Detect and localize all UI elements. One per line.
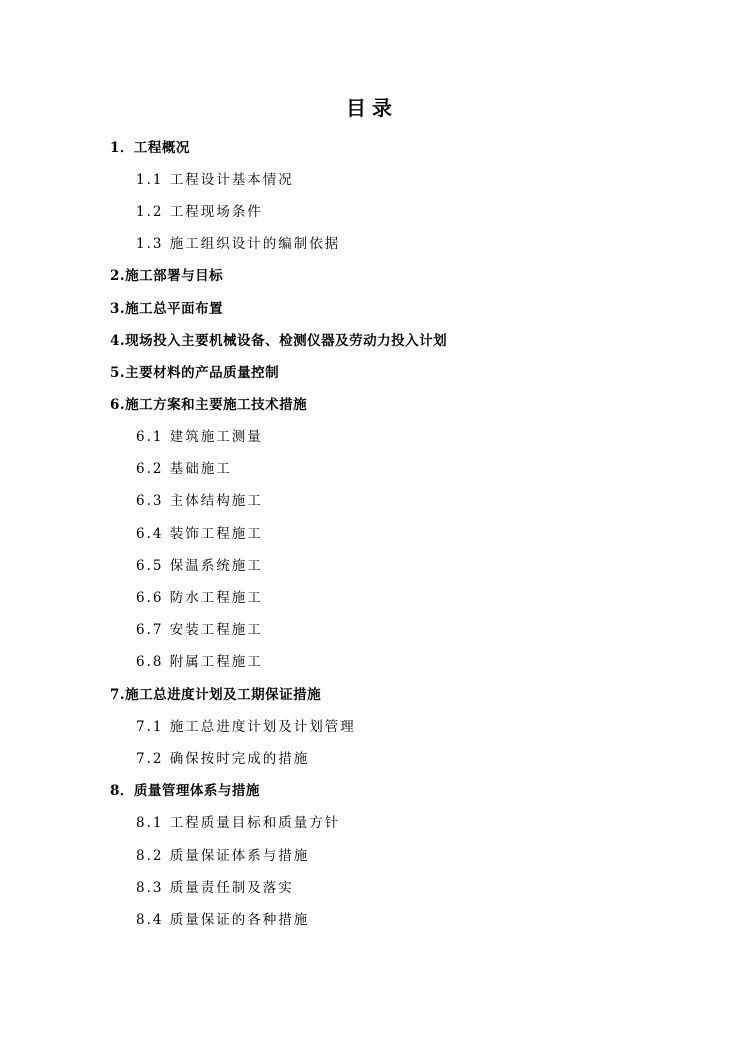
toc-entry-1: 1．工程概况 xyxy=(110,140,190,156)
toc-entry-6-4: 6.4 装饰工程施工 xyxy=(136,526,263,542)
toc-entry-6-5: 6.5 保温系统施工 xyxy=(136,558,263,574)
toc-entry-6-7: 6.7 安装工程施工 xyxy=(136,622,263,638)
toc-entry-8-4: 8.4 质量保证的各种措施 xyxy=(136,912,310,928)
toc-entry-6-1: 6.1 建筑施工测量 xyxy=(136,429,263,445)
toc-entry-8: 8．质量管理体系与措施 xyxy=(110,783,260,799)
toc-entry-8-2: 8.2 质量保证体系与措施 xyxy=(136,848,310,864)
page-title: 目录 xyxy=(346,96,398,120)
toc-entry-1-2: 1.2 工程现场条件 xyxy=(136,204,263,220)
toc-entry-2: 2.施工部署与目标 xyxy=(110,268,224,284)
toc-entry-7-1: 7.1 施工总进度计划及计划管理 xyxy=(136,719,356,735)
toc-entry-6-8: 6.8 附属工程施工 xyxy=(136,654,263,670)
toc-entry-3: 3.施工总平面布置 xyxy=(110,301,224,317)
toc-entry-5: 5.主要材料的产品质量控制 xyxy=(110,365,280,381)
toc-entry-8-1: 8.1 工程质量目标和质量方针 xyxy=(136,815,341,831)
toc-entry-6-6: 6.6 防水工程施工 xyxy=(136,590,263,606)
toc-entry-4: 4.现场投入主要机械设备、检测仪器及劳动力投入计划 xyxy=(110,333,448,349)
toc-entry-7-2: 7.2 确保按时完成的措施 xyxy=(136,751,310,767)
toc-entry-1-3: 1.3 施工组织设计的编制依据 xyxy=(136,236,341,252)
toc-entry-6-3: 6.3 主体结构施工 xyxy=(136,493,263,509)
toc-entry-6: 6.施工方案和主要施工技术措施 xyxy=(110,397,308,413)
toc-entry-6-2: 6.2 基础施工 xyxy=(136,461,232,477)
toc-entry-7: 7.施工总进度计划及工期保证措施 xyxy=(110,687,322,703)
toc-entry-1-1: 1.1 工程设计基本情况 xyxy=(136,172,294,188)
toc-entry-8-3: 8.3 质量责任制及落实 xyxy=(136,880,294,896)
